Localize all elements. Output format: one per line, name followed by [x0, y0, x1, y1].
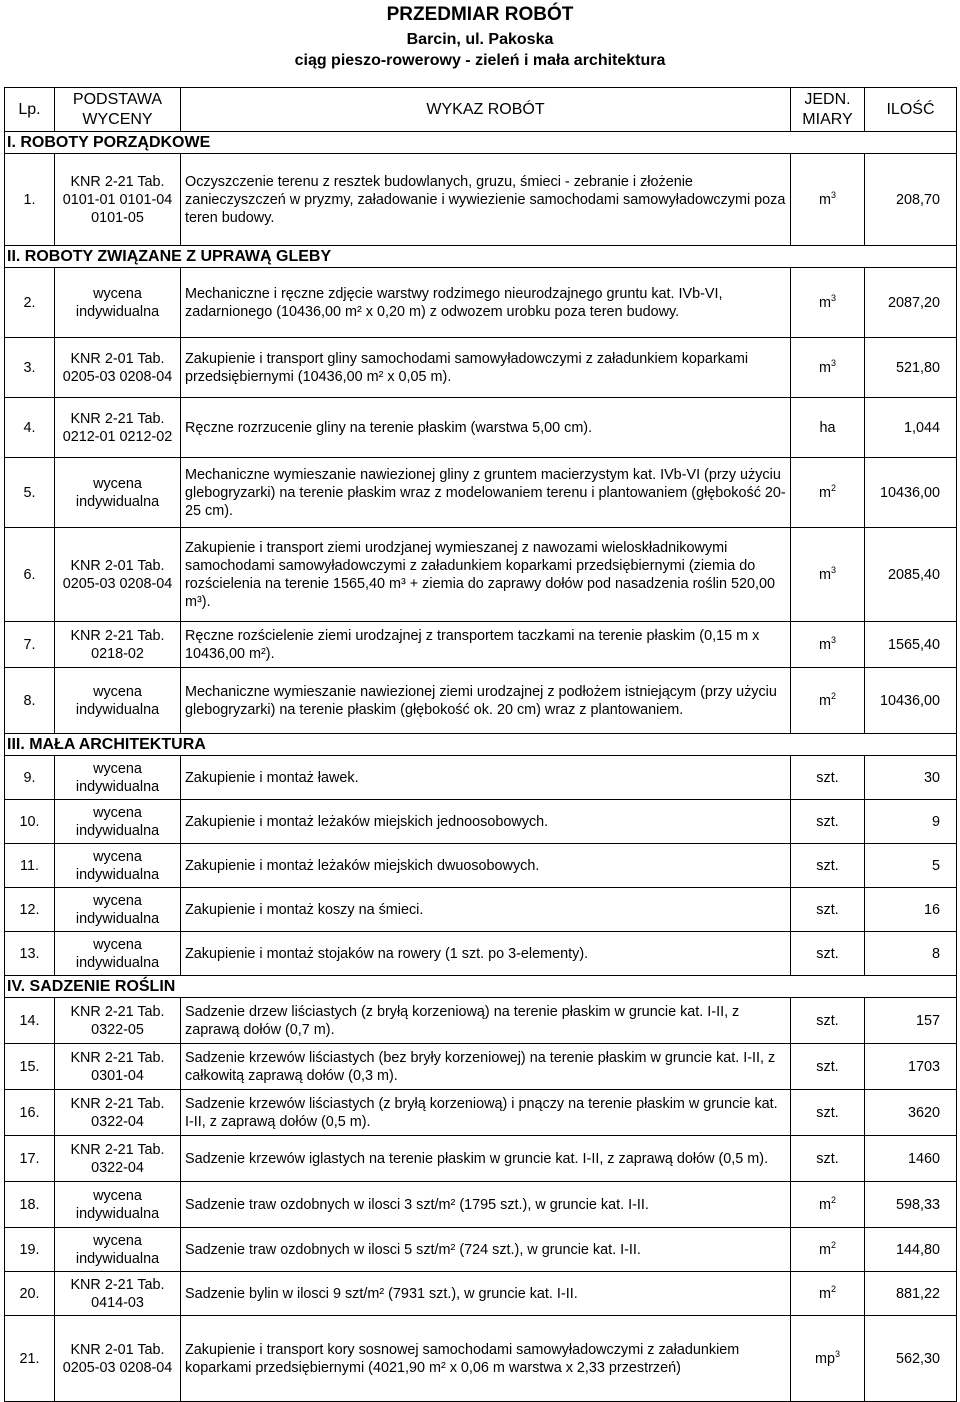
row-quantity: 10436,00 [865, 668, 957, 734]
row-quantity: 1460 [865, 1136, 957, 1182]
row-description: Ręczne rozścielenie ziemi urodzajnej z transportem taczkami na terenie płaskim (0,15 m x 10436,00 m²). [181, 622, 791, 668]
row-quantity: 562,30 [865, 1316, 957, 1402]
row-lp: 21. [5, 1316, 55, 1402]
unit-exponent: 3 [830, 292, 836, 303]
table-row [5, 1316, 957, 1402]
row-quantity: 1703 [865, 1044, 957, 1090]
row-description: Sadzenie traw ozdobnych w ilosci 5 szt/m² (724 szt.), w gruncie kat. I-II. [181, 1228, 791, 1272]
table-row [5, 1136, 957, 1182]
row-quantity: 2085,40 [865, 528, 957, 622]
row-basis: KNR 2-01 Tab. 0205-03 0208-04 [55, 338, 181, 398]
row-description: Sadzenie krzewów iglastych na terenie płaskim w gruncie kat. I-II, z zaprawą dołów (0,5 m). [181, 1136, 791, 1182]
row-unit [791, 668, 865, 734]
row-basis: wycena indywidualna [55, 756, 181, 800]
row-lp: 3. [5, 338, 55, 398]
row-unit [791, 338, 865, 398]
row-quantity: 1565,40 [865, 622, 957, 668]
table-row [5, 888, 957, 932]
section-header [5, 734, 957, 756]
table-row [5, 1090, 957, 1136]
unit-label: m [818, 692, 831, 709]
unit-label: szt. [816, 857, 839, 874]
row-unit [791, 622, 865, 668]
row-basis: wycena indywidualna [55, 844, 181, 888]
row-basis: wycena indywidualna [55, 458, 181, 528]
row-basis: KNR 2-21 Tab. 0322-04 [55, 1136, 181, 1182]
table-row [5, 528, 957, 622]
row-lp: 10. [5, 800, 55, 844]
unit-exponent: 2 [830, 690, 836, 701]
row-lp: 6. [5, 528, 55, 622]
section-title: II. ROBOTY ZWIĄZANE Z UPRAWĄ GLEBY [5, 246, 957, 268]
row-quantity: 144,80 [865, 1228, 957, 1272]
row-lp: 5. [5, 458, 55, 528]
row-description: Zakupienie i montaż koszy na śmieci. [181, 888, 791, 932]
bill-of-quantities-table [4, 87, 957, 1402]
row-description: Zakupienie i transport ziemi urodzjanej wymieszanej z nawozami wieloskładnikowymi samochodami samowyładowczymi z załadunkiem koparkami przedsiębiernymi (ziemia do rozścielenia na terenie 1565,40 m³ + ziemia do zaprawy dołów pod nasadzenia roślin 520,00 m³). [181, 528, 791, 622]
unit-exponent: 3 [830, 189, 836, 200]
row-lp: 4. [5, 398, 55, 458]
table-row [5, 1044, 957, 1090]
table-row [5, 756, 957, 800]
row-unit [791, 1090, 865, 1136]
section-title: I. ROBOTY PORZĄDKOWE [5, 132, 957, 154]
row-quantity: 598,33 [865, 1182, 957, 1228]
table-row [5, 668, 957, 734]
unit-label: m [818, 294, 831, 311]
row-description: Mechaniczne wymieszanie nawiezionej gliny z gruntem macierzystym kat. IVb-VI (przy użyciu glebogryzarki) na terenie płaskim wraz z modelowaniem terenu i plantowaniem (głębokość 20-25 cm). [181, 458, 791, 528]
row-quantity: 8 [865, 932, 957, 976]
row-description: Mechaniczne wymieszanie nawiezionej ziemi urodzajnej z podłożem istniejącym (przy użyciu glebogryzarki) na terenie płaskim (głębokość ok. 20 cm) wraz z plantowaniem. [181, 668, 791, 734]
unit-label: m [818, 359, 831, 376]
row-lp: 7. [5, 622, 55, 668]
row-basis: KNR 2-21 Tab. 0212-01 0212-02 [55, 398, 181, 458]
row-lp: 9. [5, 756, 55, 800]
row-description: Ręczne rozrzucenie gliny na terenie płaskim (warstwa 5,00 cm). [181, 398, 791, 458]
row-quantity: 3620 [865, 1090, 957, 1136]
unit-exponent: 2 [830, 1194, 836, 1205]
table-row [5, 398, 957, 458]
row-basis: KNR 2-21 Tab. 0322-04 [55, 1090, 181, 1136]
row-quantity: 157 [865, 998, 957, 1044]
row-description: Zakupienie i transport gliny samochodami samowyładowczymi z załadunkiem koparkami przedsiębiernymi (10436,00 m² x 0,05 m). [181, 338, 791, 398]
row-description: Mechaniczne i ręczne zdjęcie warstwy rodzimego nieurodzajnego gruntu kat. IVb-VI, zadarnionego (10436,00 m² x 0,20 m) z odwozem urobku poza teren budowy. [181, 268, 791, 338]
row-unit [791, 844, 865, 888]
row-unit [791, 1044, 865, 1090]
row-basis: wycena indywidualna [55, 668, 181, 734]
unit-label: m [818, 191, 831, 208]
col-lp: Lp. [5, 88, 55, 132]
doc-subject: ciąg pieszo-rowerowy - zieleń i mała architektura [294, 52, 666, 69]
row-quantity: 1,044 [865, 398, 957, 458]
row-basis: KNR 2-21 Tab. 0218-02 [55, 622, 181, 668]
row-description: Sadzenie drzew liściastych (z bryłą korzeniową) na terenie płaskim w gruncie kat. I-II, z zaprawą dołów (0,7 m). [181, 998, 791, 1044]
row-basis: wycena indywidualna [55, 888, 181, 932]
row-basis: KNR 2-01 Tab. 0205-03 0208-04 [55, 1316, 181, 1402]
unit-label: szt. [816, 901, 839, 918]
section-title: IV. SADZENIE ROŚLIN [5, 976, 957, 998]
row-description: Sadzenie bylin w ilosci 9 szt/m² (7931 szt.), w gruncie kat. I-II. [181, 1272, 791, 1316]
table-row [5, 268, 957, 338]
table-row [5, 800, 957, 844]
unit-label: m [818, 566, 831, 583]
row-basis: wycena indywidualna [55, 1182, 181, 1228]
doc-location: Barcin, ul. Pakoska [406, 31, 554, 48]
row-lp: 8. [5, 668, 55, 734]
row-quantity: 16 [865, 888, 957, 932]
unit-label: m [818, 1196, 831, 1213]
row-quantity: 10436,00 [865, 458, 957, 528]
unit-label: szt. [816, 813, 839, 830]
section-title: III. MAŁA ARCHITEKTURA [5, 734, 957, 756]
row-quantity: 30 [865, 756, 957, 800]
col-basis: PODSTAWA WYCENY [55, 88, 181, 132]
row-lp: 18. [5, 1182, 55, 1228]
section-header [5, 246, 957, 268]
row-description: Sadzenie traw ozdobnych w ilosci 3 szt/m² (1795 szt.), w gruncie kat. I-II. [181, 1182, 791, 1228]
unit-label: m [818, 1285, 831, 1302]
row-quantity: 5 [865, 844, 957, 888]
unit-exponent: 2 [830, 1283, 836, 1294]
table-row [5, 1182, 957, 1228]
row-lp: 13. [5, 932, 55, 976]
table-row [5, 154, 957, 246]
table-row [5, 932, 957, 976]
unit-label: ha [819, 419, 836, 436]
table-row [5, 338, 957, 398]
row-quantity: 521,80 [865, 338, 957, 398]
unit-exponent: 2 [830, 482, 836, 493]
row-quantity: 881,22 [865, 1272, 957, 1316]
unit-exponent: 3 [834, 1348, 840, 1359]
row-basis: KNR 2-21 Tab. 0301-04 [55, 1044, 181, 1090]
row-unit [791, 1272, 865, 1316]
unit-label: m [818, 484, 831, 501]
table-row [5, 458, 957, 528]
row-quantity: 9 [865, 800, 957, 844]
section-header [5, 132, 957, 154]
row-unit [791, 1316, 865, 1402]
row-unit [791, 268, 865, 338]
row-basis: KNR 2-01 Tab. 0205-03 0208-04 [55, 528, 181, 622]
row-description: Zakupienie i montaż ławek. [181, 756, 791, 800]
row-description: Zakupienie i montaż leżaków miejskich jednoosobowych. [181, 800, 791, 844]
col-qty: ILOŚĆ [865, 88, 957, 132]
unit-exponent: 2 [830, 1239, 836, 1250]
row-unit [791, 888, 865, 932]
row-unit [791, 800, 865, 844]
row-description: Zakupienie i montaż stojaków na rowery (1 szt. po 3-elementy). [181, 932, 791, 976]
table-row [5, 622, 957, 668]
row-description: Zakupienie i montaż leżaków miejskich dwuosobowych. [181, 844, 791, 888]
row-unit [791, 1136, 865, 1182]
table-row [5, 1272, 957, 1316]
unit-label: m [818, 636, 831, 653]
unit-label: szt. [816, 1104, 839, 1121]
row-description: Zakupienie i transport kory sosnowej samochodami samowyładowczymi z załadunkiem koparkami przedsiębiernymi (4021,90 m² x 0,06 m warstwa x 2,33 przestrzeń) [181, 1316, 791, 1402]
row-lp: 1. [5, 154, 55, 246]
unit-label: szt. [816, 1150, 839, 1167]
doc-title: PRZEDMIAR ROBÓT [386, 4, 574, 25]
table-row [5, 998, 957, 1044]
row-unit [791, 1182, 865, 1228]
row-basis: KNR 2-21 Tab. 0322-05 [55, 998, 181, 1044]
row-lp: 20. [5, 1272, 55, 1316]
row-unit [791, 398, 865, 458]
table-header-row [5, 88, 957, 132]
row-lp: 12. [5, 888, 55, 932]
row-lp: 19. [5, 1228, 55, 1272]
table-row [5, 1228, 957, 1272]
row-lp: 15. [5, 1044, 55, 1090]
row-unit [791, 756, 865, 800]
row-description: Sadzenie krzewów liściastych (bez bryły korzeniowej) na terenie płaskim w gruncie kat. I-II, z całkowitą zaprawą dołów (0,3 m). [181, 1044, 791, 1090]
unit-label: szt. [816, 1058, 839, 1075]
col-unit: JEDN. MIARY [791, 88, 865, 132]
section-header [5, 976, 957, 998]
row-unit [791, 1228, 865, 1272]
row-unit [791, 932, 865, 976]
unit-exponent: 3 [830, 634, 836, 645]
row-basis: wycena indywidualna [55, 268, 181, 338]
row-unit [791, 998, 865, 1044]
unit-label: szt. [816, 1012, 839, 1029]
row-quantity: 2087,20 [865, 268, 957, 338]
unit-label: szt. [816, 769, 839, 786]
col-works: WYKAZ ROBÓT [181, 88, 791, 132]
unit-exponent: 3 [830, 564, 836, 575]
row-unit [791, 528, 865, 622]
row-basis: KNR 2-21 Tab. 0101-01 0101-04 0101-05 [55, 154, 181, 246]
unit-label: szt. [816, 945, 839, 962]
unit-exponent: 3 [830, 357, 836, 368]
row-description: Sadzenie krzewów liściastych (z bryłą korzeniową) i pnączy na terenie płaskim w gruncie kat. I-II, z zaprawą dołów (0,5 m). [181, 1090, 791, 1136]
row-lp: 16. [5, 1090, 55, 1136]
row-unit [791, 154, 865, 246]
row-basis: wycena indywidualna [55, 1228, 181, 1272]
table-row [5, 844, 957, 888]
row-basis: wycena indywidualna [55, 932, 181, 976]
unit-label: m [818, 1241, 831, 1258]
row-basis: wycena indywidualna [55, 800, 181, 844]
row-lp: 14. [5, 998, 55, 1044]
unit-label: mp [814, 1350, 835, 1367]
row-unit [791, 458, 865, 528]
row-lp: 17. [5, 1136, 55, 1182]
row-quantity: 208,70 [865, 154, 957, 246]
row-lp: 11. [5, 844, 55, 888]
row-description: Oczyszczenie terenu z resztek budowlanych, gruzu, śmieci - zebranie i złożenie zanieczyszczeń w pryzmy, załadowanie i wywiezienie samochodami samowyładowczymi poza teren budowy. [181, 154, 791, 246]
row-basis: KNR 2-21 Tab. 0414-03 [55, 1272, 181, 1316]
row-lp: 2. [5, 268, 55, 338]
